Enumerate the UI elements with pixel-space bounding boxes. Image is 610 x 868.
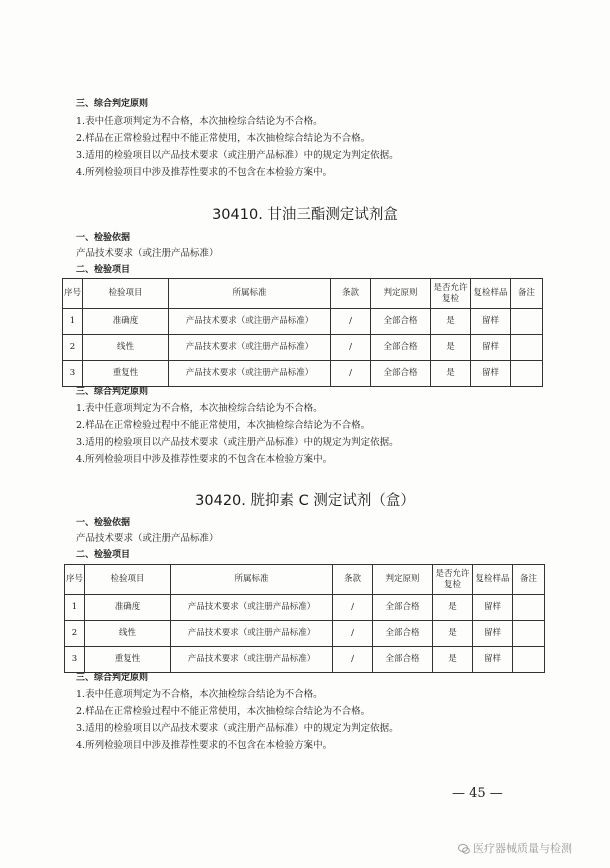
- section-2-principle-1: 1.表中任意项判定为不合格，本次抽检综合结论为不合格。: [76, 689, 323, 700]
- header-item: 检验项目: [85, 565, 171, 595]
- cell-clause: /: [333, 595, 373, 621]
- table-header-row: [65, 565, 545, 595]
- section-2-principle-3: 3.适用的检验项目以产品技术要求（或注册产品标准）中的规定为判定依据。: [76, 723, 399, 734]
- section-2-basis-heading: 一、检验依据: [76, 518, 131, 528]
- header-remarks: 备注: [513, 565, 545, 595]
- cell-standard: 产品技术要求（或注册产品标准）: [171, 595, 333, 621]
- top-principles-heading: 三、综合判定原则: [76, 99, 149, 109]
- cell-standard: 产品技术要求（或注册产品标准）: [169, 309, 331, 335]
- cell-index: 3: [63, 361, 83, 387]
- top-principle-3: 3.适用的检验项目以产品技术要求（或注册产品标准）中的规定为判定依据。: [76, 150, 399, 161]
- cell-clause: /: [331, 361, 371, 387]
- table-row: [63, 309, 543, 335]
- header-standard: 所属标准: [171, 565, 333, 595]
- section-2-basis-text: 产品技术要求（或注册产品标准）: [76, 533, 219, 544]
- section-1-items-heading: 二、检验项目: [76, 265, 131, 275]
- wechat-icon: [458, 843, 470, 855]
- cell-remarks: [513, 621, 545, 647]
- section-2-principle-4: 4.所列检验项目中涉及推荐性要求的不包含在本检验方案中。: [76, 740, 333, 751]
- cell-item: 重复性: [83, 361, 169, 387]
- table-row: [65, 621, 545, 647]
- header-item: 检验项目: [83, 279, 169, 309]
- section-2-principle-2: 2.样品在正常检验过程中不能正常使用，本次抽检综合结论为不合格。: [76, 706, 371, 717]
- section-1-basis-text: 产品技术要求（或注册产品标准）: [76, 248, 219, 259]
- table-row: [65, 647, 545, 673]
- table-row: [65, 595, 545, 621]
- top-principle-2: 2.样品在正常检验过程中不能正常使用，本次抽检综合结论为不合格。: [76, 133, 371, 144]
- section-2-principles-heading: 三、综合判定原则: [76, 673, 149, 683]
- cell-recheck-allowed: 是: [431, 335, 471, 361]
- section-2-items-heading: 二、检验项目: [76, 550, 131, 560]
- cell-recheck-allowed: 是: [431, 361, 471, 387]
- cell-remarks: [511, 361, 543, 387]
- cell-recheck-sample: 留样: [473, 647, 513, 673]
- cell-recheck-allowed: 是: [433, 595, 473, 621]
- cell-recheck-allowed: 是: [433, 647, 473, 673]
- cell-item: 线性: [85, 621, 171, 647]
- table-row: [63, 361, 543, 387]
- cell-clause: /: [331, 309, 371, 335]
- cell-recheck-allowed: 是: [433, 621, 473, 647]
- header-recheck-allowed: 是否允许复检: [431, 279, 471, 309]
- cell-remarks: [513, 595, 545, 621]
- cell-remarks: [511, 335, 543, 361]
- cell-standard: 产品技术要求（或注册产品标准）: [171, 647, 333, 673]
- cell-standard: 产品技术要求（或注册产品标准）: [171, 621, 333, 647]
- cell-standard: 产品技术要求（或注册产品标准）: [169, 361, 331, 387]
- cell-principle: 全部合格: [371, 361, 431, 387]
- header-index: 序号: [63, 279, 83, 309]
- section-1-principle-3: 3.适用的检验项目以产品技术要求（或注册产品标准）中的规定为判定依据。: [76, 437, 399, 448]
- cell-recheck-sample: 留样: [471, 335, 511, 361]
- cell-principle: 全部合格: [373, 647, 433, 673]
- cell-remarks: [511, 309, 543, 335]
- top-principle-1: 1.表中任意项判定为不合格，本次抽检综合结论为不合格。: [76, 116, 323, 127]
- cell-item: 重复性: [85, 647, 171, 673]
- cell-standard: 产品技术要求（或注册产品标准）: [169, 335, 331, 361]
- cell-recheck-sample: 留样: [471, 361, 511, 387]
- cell-remarks: [513, 647, 545, 673]
- header-clause: 条款: [331, 279, 371, 309]
- header-clause: 条款: [333, 565, 373, 595]
- top-principle-4: 4.所列检验项目中涉及推荐性要求的不包含在本检验方案中。: [76, 167, 333, 178]
- section-1-principle-2: 2.样品在正常检验过程中不能正常使用，本次抽检综合结论为不合格。: [76, 420, 371, 431]
- header-recheck-sample: 复检样品: [471, 279, 511, 309]
- cell-item: 线性: [83, 335, 169, 361]
- cell-clause: /: [333, 621, 373, 647]
- watermark-text: 医疗器械质量与检测: [473, 842, 572, 855]
- cell-principle: 全部合格: [373, 621, 433, 647]
- section-2-title: 30420. 胱抑素 C 测定试剂（盒）: [195, 493, 415, 509]
- cell-index: 2: [63, 335, 83, 361]
- cell-index: 1: [65, 595, 85, 621]
- table-row: [63, 335, 543, 361]
- cell-recheck-sample: 留样: [473, 595, 513, 621]
- cell-principle: 全部合格: [371, 335, 431, 361]
- header-recheck-allowed: 是否允许复检: [433, 565, 473, 595]
- header-principle: 判定原则: [373, 565, 433, 595]
- header-remarks: 备注: [511, 279, 543, 309]
- watermark: [458, 840, 572, 856]
- cell-item: 准确度: [83, 309, 169, 335]
- cell-clause: /: [333, 647, 373, 673]
- header-recheck-sample: 复检样品: [473, 565, 513, 595]
- section-1-title: 30410. 甘油三酯测定试剂盒: [212, 207, 398, 223]
- header-standard: 所属标准: [169, 279, 331, 309]
- section-1-principle-1: 1.表中任意项判定为不合格，本次抽检综合结论为不合格。: [76, 403, 323, 414]
- cell-item: 准确度: [85, 595, 171, 621]
- section-1-inspection-table: [62, 278, 543, 387]
- cell-recheck-sample: 留样: [471, 309, 511, 335]
- cell-principle: 全部合格: [371, 309, 431, 335]
- cell-recheck-allowed: 是: [431, 309, 471, 335]
- cell-clause: /: [331, 335, 371, 361]
- section-2-inspection-table: [64, 564, 545, 673]
- cell-principle: 全部合格: [373, 595, 433, 621]
- page-number: — 45 —: [452, 786, 503, 801]
- cell-index: 3: [65, 647, 85, 673]
- cell-index: 1: [63, 309, 83, 335]
- section-1-principle-4: 4.所列检验项目中涉及推荐性要求的不包含在本检验方案中。: [76, 454, 333, 465]
- header-index: 序号: [65, 565, 85, 595]
- table-header-row: [63, 279, 543, 309]
- section-1-basis-heading: 一、检验依据: [76, 233, 131, 243]
- header-principle: 判定原则: [371, 279, 431, 309]
- cell-index: 2: [65, 621, 85, 647]
- cell-recheck-sample: 留样: [473, 621, 513, 647]
- section-1-principles-heading: 三、综合判定原则: [76, 387, 149, 397]
